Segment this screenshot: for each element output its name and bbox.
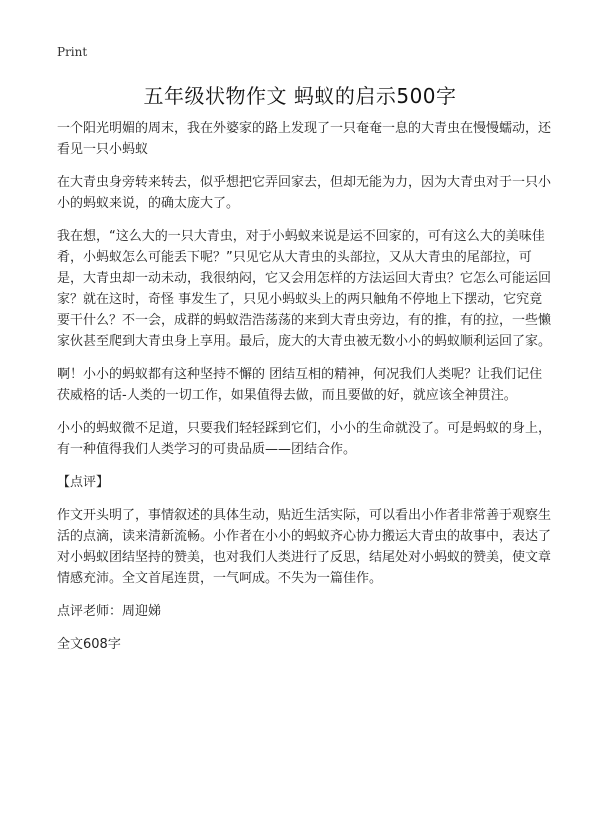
review-teacher: 点评老师：周迎娣	[57, 604, 162, 619]
article-paragraph-3: 我在想，“这么大的一只大青虫，对于小蚂蚁来说是运不回家的，可有这么大的美味佳肴，小蚂蚁怎么可能丢下呢？”只见它从大青虫的头部拉，又从大青虫的尾部拉，可是，大青虫却一动未动，我很纳闷，它又会用怎样的方法运回大青虫？它怎么可能运回家？就在这时，奇怪 事发生了，只见小蚂蚁头上的两只触角不停地上下摆动，它究竟要干什么？不一会，成群的蚂蚁浩浩荡荡的来到大青虫旁边，有的推，有的拉，一些懒家伙甚至爬到大青虫身上享用。最后，庞大的大青虫被无数小小的蚂蚁顺利运回了家。	[57, 229, 552, 349]
article-paragraph-5: 小小的蚂蚁微不足道，只要我们轻轻踩到它们，小小的生命就没了。可是蚂蚁的身上，有一种值得我们人类学习的可贵品质——团结合作。	[57, 421, 552, 457]
article-body	[57, 118, 552, 667]
article-title: 五年级状物作文 蚂蚁的启示500字	[143, 84, 457, 108]
word-count: 全文608字	[57, 637, 121, 652]
article-paragraph-4: 啊！小小的蚂蚁都有这种坚持不懈的 团结互相的精神，何况我们人类呢？让我们记住茯威格的话-人类的一切工作，如果值得去做，而且要做的好，就应该全神贯注。	[57, 367, 543, 403]
article-paragraph-1: 一个阳光明媚的周末，我在外婆家的路上发现了一只奄奄一息的大青虫在慢慢蠕动，还看见一只小蚂蚁	[57, 121, 552, 157]
print-link[interactable]: Print	[57, 45, 88, 59]
article-paragraph-2: 在大青虫身旁转来转去，似乎想把它弄回家去，但却无能为力，因为大青虫对于一只小小的蚂蚁来说，的确太庞大了。	[57, 175, 552, 211]
review-text: 作文开头明了，事情叙述的具体生动，贴近生活实际，可以看出小作者非常善于观察生活的点滴，读来清新流畅。小作者在小小的蚂蚁齐心协力搬运大青虫的故事中，表达了对小蚂蚁团结坚持的赞美，也对我们人类进行了反思，结尾处对小蚂蚁的赞美，使文章情感充沛。全文首尾连贯，一气呵成。不失为一篇佳作。	[57, 508, 552, 586]
review-heading: 【点评】	[57, 475, 110, 490]
